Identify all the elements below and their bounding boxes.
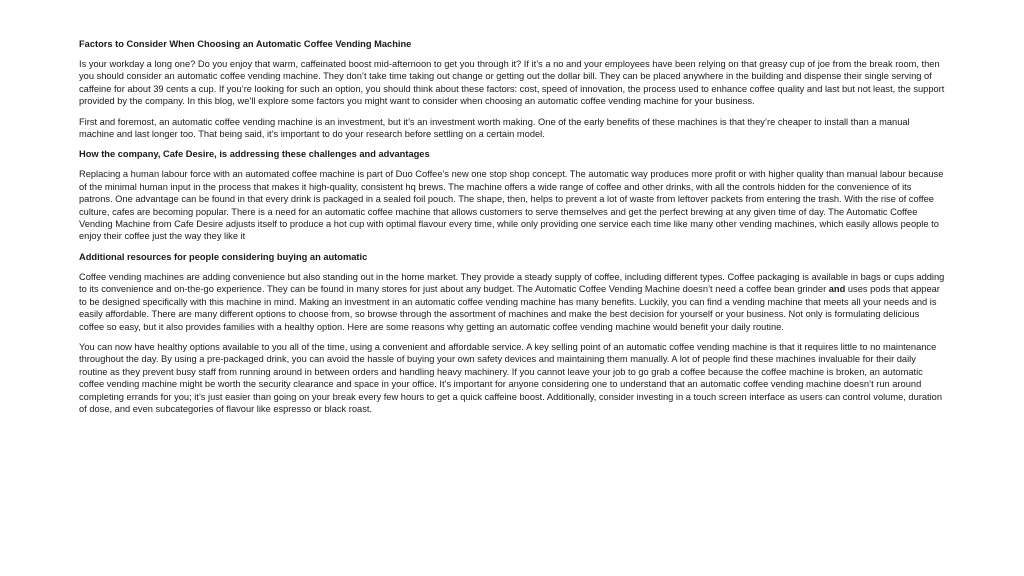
section-1-paragraph: Replacing a human labour force with an automated coffee machine is part of Duo Coffee’s new one stop shop concept. The automatic way produces more profit or with higher quality than manual labour because of the minimal human input in the process that makes it high-quality, consistent hq brews. The machine offers a wide range of coffee and other drinks, with all the controls hidden for the convenience of its patrons. One advantage can be found in that every drink is packaged in a sealed foil pouch. The shape, then, helps to prevent a lot of waste from leftover packets from entering the trash. With the rise of coffee culture, cafes are becoming popular. There is a need for an automatic coffee machine that allows customers to serve themselves and get the perfect brewing at any given time of day. The Automatic Coffee Vending Machine from Cafe Desire adjusts itself to produce a hot cup with optimal flavour every time, while only providing one service each time like many other vending machines, which easily allows people to enjoy their coffee just the way they like it — [79, 169, 944, 242]
closing-paragraph: You can now have healthy options available to you all of the time, using a convenient and affordable service. A key selling point of an automatic coffee vending machine is that it requires little to no maintenance throughout the day. By using a pre-packaged drink, you can avoid the hassle of buying your own safety devices and maintaining them manually. A lot of people find these machines invaluable for their daily routine as they prevent busy staff from running around in between orders and handling heavy machinery. If you cannot leave your job to go grab a coffee because the coffee machine is broken, an automatic coffee vending machine might be worth the security clearance and space in your office. It’s important for anyone considering one to understand that an automatic coffee vending machine doesn’t run around completing errands for you; it’s just easier than going on your break every few hours to get a quick caffeine boost. Additionally, consider investing in a touch screen interface as users can control volume, duration of dose, and even subcategories of flavour like espresso or black roast. — [79, 341, 943, 414]
section-2-bold-word: and — [828, 284, 846, 295]
document-title: Factors to Consider When Choosing an Automatic Coffee Vending Machine — [79, 39, 412, 49]
section-2-paragraph — [79, 271, 945, 333]
investment-paragraph: First and foremost, an automatic coffee vending machine is an investment, but it’s an investment worth making. One of the early benefits of these machines is that they’re cheaper to install than a manual machine and last longer too. That being said, it’s important to do your research before settling on a certain model. — [79, 116, 910, 140]
section-2-text-after-bold: uses pods that appear to be designed specifically with this machine in mind. Making an investment in an automatic coffee vending machine has many benefits. Luckily, you can find a vending machine that meets all your needs and is easily affordable. There are many different options to choose from, so browse through the assortment of machines and make the best decision for yourself or your business. Not only is formulating delicious coffee so easy, but it also provides families with a healthy option. Here are some reasons why getting an automatic coffee vending machine would benefit your daily routine. — [79, 284, 940, 332]
document-body — [79, 38, 945, 423]
intro-paragraph: Is your workday a long one? Do you enjoy that warm, caffeinated boost mid-afternoon to get you through it? If it’s a no and your employees have been relying on that greasy cup of joe from the break room, then you should consider an automatic coffee vending machine. They don’t take time taking out change or getting out the dollar bill. They can be placed anywhere in the building and dispense their single serving of caffeine for about 39 cents a cup. If you’re looking for such an option, you should think about these factors: cost, speed of innovation, the process used to enhance coffee quality and last but not least, the support provided by the company. In this blog, we’ll explore some factors you might want to consider when choosing an automatic coffee vending machine for your business. — [79, 59, 945, 107]
section-1-heading: How the company, Cafe Desire, is addressing these challenges and advantages — [79, 149, 430, 160]
section-2-text-before-bold: Coffee vending machines are adding convenience but also standing out in the home market. They provide a steady supply of coffee, including different types. Coffee packaging is available in bags or cups adding to its convenience and on-the-go experience. They can be found in many stores for just about any budget. The Automatic Coffee Vending Machine doesn’t need a coffee bean grinder — [79, 271, 945, 295]
section-2-heading: Additional resources for people considering buying an automatic — [79, 251, 368, 262]
